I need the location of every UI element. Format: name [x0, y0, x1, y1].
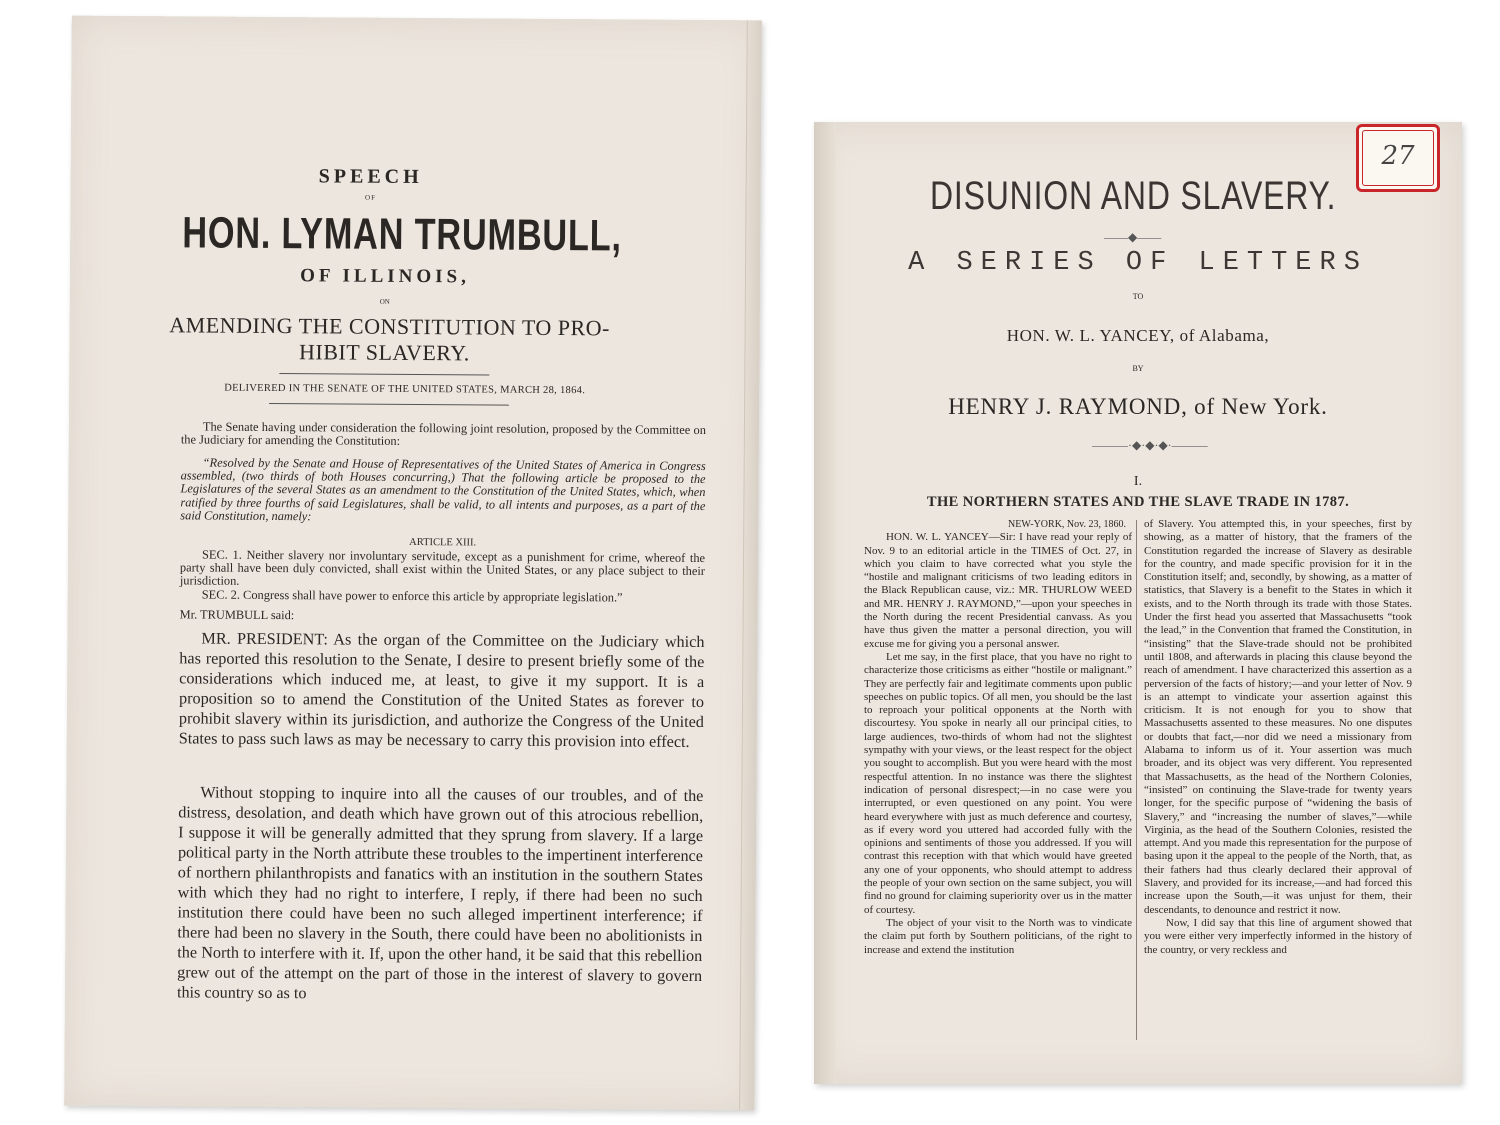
article-heading: ARTICLE XIII.	[409, 536, 477, 549]
speaker-intro: Mr. TRUMBULL said:	[179, 607, 295, 623]
speech-paragraph-1: MR. PRESIDENT: As the organ of the Committee on the Judiciary which has reported this resolution to the Senate, I desire to present briefly some of the considerations which induced me, at least, to give it my support. It is a proposition so to amend the Constitution of the United States as forever to prohibit slavery within its jurisdiction, and authorize the Congress of the United States to pass such laws as may be necessary to carry this provision into effect.	[178, 629, 705, 751]
disunion-pamphlet-page	[814, 122, 1462, 1084]
series-subtitle: A SERIES OF LETTERS	[908, 248, 1368, 278]
resolution-paragraph: “Resolved by the Senate and House of Representatives of the United States of America in Congress assembled, (two thirds of both Houses concurring,) That the following article be proposed to the Legislatures of the several States as an amendment to the Constitution of the United States, which, when ratified by three fourths of said Legislatures, shall be valid, to all intents and purposes, as a part of the said Constitution, namely:	[180, 455, 706, 524]
text-column-right	[1144, 518, 1412, 957]
of-label: OF	[365, 193, 377, 202]
author-line: HENRY J. RAYMOND, of New York.	[948, 394, 1328, 419]
speech-paragraph-2: Without stopping to inquire into all the causes of our troubles, and of the distress, desolation, and death which have grown out of this atrocious rebellion, I suppose it will be generally admitted that they sprung from slavery. If a large political party in the North attribute these troubles to the impertinent interference of northern philanthropists and fanatics with an institution in the southern States with which they had no right to interfere, I reply, if there had been no such institution there could have been no such alleged impertinent interference; if there had been no slavery in the South, there could have been no abolitionists in the North to interfere with it. If, upon the other hand, it be said that this rebellion grew out of the attempt on the part of those in the interest of slavery to govern this country so as to	[176, 783, 704, 1003]
dateline: NEW-YORK, Nov. 23, 1860.	[1008, 519, 1126, 530]
speech-heading: SPEECH	[318, 165, 423, 189]
left-col-paragraph-2: Let me say, in the first place, that you have no right to characterize those criticisms as either “hostile or malignant.” They are perfectly fair and legitimate comments upon public speeches on public topics. Of all men, you should be the last to reproach your political opponents at the North with discourtesy. You spoke in nearly all our principal cities, to large audiences, two-thirds of whom had not the slightest sympathy with your views, or the least respect for the object you sought to accomplish. But you were heard with the most respectful attention. In no instance was there the slightest indication of personal disrespect;—in no case were you interrupted, or even questioned on any point. You were heard everywhere with just as much deference and courtesy, as if every word you uttered had accorded fully with the opinions and sentiments of those you addressed. If you will contrast this reception with that which would have greeted any one of your opponents, who should attempt to address the people of your own section on the same subject, you will find no ground for claiming superiority over us in the matter of courtesy.	[864, 650, 1132, 916]
left-col-paragraph-3: The object of your visit to the North was to vindicate the claim put forth by Southern politicians, of the right to increase and extend the institution	[864, 916, 1132, 956]
right-col-paragraph-2: Now, I did say that this line of argument showed that you were either very imperfectly informed in the history of the country, or very reckless and	[1144, 916, 1412, 956]
left-col-paragraph-1: HON. W. L. YANCEY—Sir: I have read your reply of Nov. 9 to an editorial article in the TIMES of Oct. 27, in which you claim to have corrected what you style the “hostile and malignant criticisms of two leading editors in the Black Republican cause, viz.: MR. THURLOW WEED and MR. HENRY J. RAYMOND,”—upon your speeches in the North during the recent Presidential canvass. As you have thus given the matter a personal direction, you will excuse me for giving you a personal answer.	[864, 531, 1132, 650]
intro-paragraph: The Senate having under consideration the following joint resolution, proposed by the Committee on the Judiciary for amending the Constitution:	[180, 419, 706, 449]
speaker-state: OF ILLINOIS,	[300, 265, 470, 288]
right-col-paragraph-1: of Slavery. You attempted this, in your speeches, first by showing, as a matter of history, that the framers of the Constitution regarded the increase of Slavery as desirable for the country, and made specific provision for it in the Constitution itself; and, secondly, by showing, as a matter of statistics, that Slavery is a benefit to the States in which it exists, and to the North through its trade with those States. Under the first head you asserted that Massachusetts “took the lead,” in the Convention that framed the Constitution, in “insisting” that the Slave-trade should not be prohibited until 1808, and afterwards in placing this clause beyond the reach of amendment. I have characterized this assertion as a perversion of the facts of history;—and your letter of Nov. 9 is an attempt to vindicate your assertion against this criticism. It is not enough for you to show that Massachusetts assented to these measures. No one disputes or doubts that fact,—nor did we need a missionary from Alabama to inform us of it. Your assertion was much broader, and its object was very different. You represented that Massachusetts, as the head of the Northern Colonies, “insisted” on continuing the Slave-trade for twenty years longer, for the specific purpose of “widening the basis of Slavery,” and “increasing the number of slaves,”—while Virginia, as the head of the Southern Colonies, resisted the attempt. And you made this representation for the purpose of basing upon it the appeal to the people of the North, that, as their fathers had thus clearly declared their approval of Slavery, and provided for its increase,—and had forced this increase upon the South,—it was unjust for them, their descendants, to denounce and restrict it now.	[1144, 518, 1412, 916]
addressee-line: HON. W. L. YANCEY, of Alabama,	[1006, 326, 1270, 345]
letter-numeral: I.	[1133, 474, 1143, 489]
speaker-name-title: HON. LYMAN TRUMBULL,	[182, 208, 622, 261]
ornament-rule-icon: ———·◆·◆·◆·———	[1092, 438, 1208, 452]
section-2-text: SEC. 2. Congress shall have power to enforce this article by appropriate legislation.”	[201, 587, 623, 605]
subject-line-2: HIBIT SLAVERY.	[298, 339, 470, 366]
title-rule	[279, 373, 489, 375]
ornament-divider-icon: ——◆——	[1104, 230, 1162, 244]
catalog-number-label	[1356, 124, 1440, 192]
text-column-left	[864, 518, 1132, 957]
section-1-text: SEC. 1. Neither slavery nor involuntary servitude, except as a punishment for crime, whereof the party shall have been duly convicted, shall exist within the United States, or any place subject to their jurisdiction.	[179, 547, 706, 589]
trumbull-speech-page	[64, 16, 762, 1111]
column-divider	[1136, 520, 1137, 1040]
subject-line-1: AMENDING THE CONSTITUTION TO PRO-	[169, 312, 611, 341]
on-label: ON	[379, 297, 390, 306]
delivered-line: DELIVERED IN THE SENATE OF THE UNITED STATES, MARCH 28, 1864.	[224, 382, 586, 397]
delivered-rule	[269, 403, 509, 406]
catalog-number: 27	[1381, 141, 1415, 171]
by-label: BY	[1132, 364, 1144, 373]
letter-section-title: THE NORTHERN STATES AND THE SLAVE TRADE IN 1787.	[926, 494, 1350, 510]
to-label: TO	[1132, 292, 1144, 301]
stacked-page-edge	[739, 20, 762, 1110]
pamphlet-title: DISUNION AND SLAVERY.	[930, 174, 1337, 218]
